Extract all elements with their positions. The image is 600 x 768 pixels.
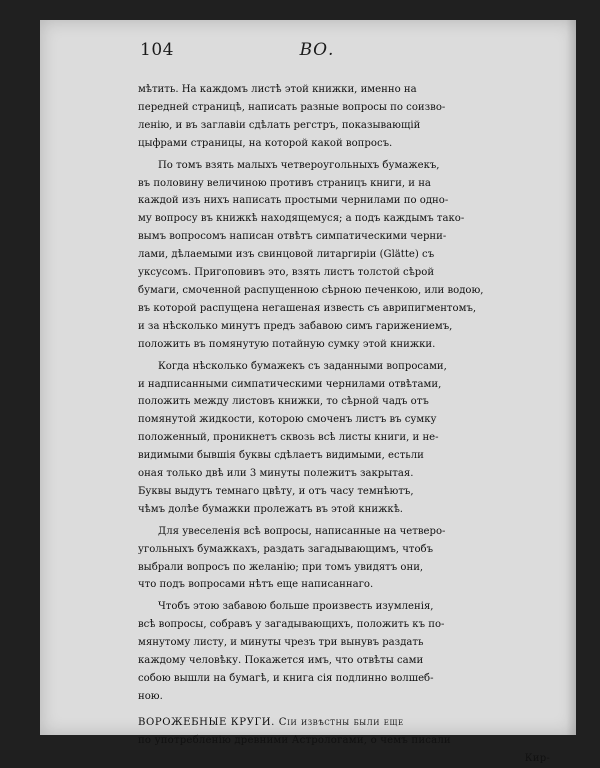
text-line: собою вышли на бумагѣ, и книга сія подлинно волшеб- [138, 673, 434, 684]
text-line: въ которой распущена негашеная известь съ аврипигментомъ, [138, 302, 477, 314]
text-line: и надписанными симпатическими чернилами отвѣтами, [138, 378, 442, 390]
paragraph-2 [138, 157, 550, 354]
text-line: Для увеселенія всѣ вопросы, написанные на четверо- [158, 525, 446, 537]
text-line: и за нѣсколько минутъ предъ забавою симъ гарижениемъ, [138, 320, 453, 332]
text-line: каждой изъ нихъ написать простыми чернилами по одно- [138, 195, 449, 207]
paragraph-6 [138, 714, 550, 768]
paragraph-gap [138, 706, 550, 714]
text-line: вымъ вопросомъ написан отвѣтъ симпатическими черни- [138, 231, 447, 243]
text-line: что подъ вопросами нѣтъ еще написаннаго. [138, 579, 374, 591]
text-line: оная только двѣ или 3 минуты полежитъ закрытая. [138, 468, 414, 480]
paragraph-1 [138, 81, 550, 153]
text-line: угольныхъ бумажкахъ, раздать загадывающимъ, чтобъ [138, 543, 434, 555]
running-head: ВО. [299, 40, 335, 60]
paragraph-3 [138, 358, 550, 519]
text-line: положить между листовъ книжки, то сѣрной чадъ отъ [138, 396, 429, 408]
text-line: положить въ помянутую потайную сумку этой книжки. [138, 338, 436, 350]
text-line: видимыми бывшія буквы сдѣлаетъ видимыми, естьли [138, 450, 424, 462]
text-line: Чтобъ этою забавою больше произвесть изумленія, [158, 601, 434, 613]
text-line: По томъ взять малыхъ четвероугольныхъ бумажекъ, [158, 159, 440, 171]
text-line: Когда нѣсколько бумажекъ съ заданными вопросами, [158, 360, 447, 372]
text-line: уксусомъ. Пригоповивъ это, взять листъ толстой сѣрой [138, 267, 435, 279]
text-line: ною. [138, 690, 163, 702]
text-line: цыфрами страницы, на которой какой вопросъ. [138, 137, 393, 149]
text-line: Буквы выдутъ темнаго цвѣту, и отъ часу темнѣютъ, [138, 485, 414, 497]
text-line: му вопросу въ книжкѣ находящемуся; а подъ каждымъ тако- [138, 213, 465, 225]
text-line: въ половину величиною противъ страницъ книги, и на [138, 177, 431, 189]
text-line: передней страницѣ, написать разные вопросы по соизво- [138, 101, 446, 113]
text-line: бумаги, смоченной распущенною сѣрною печенкою, или водою, [138, 284, 484, 296]
paragraph-5 [138, 598, 550, 705]
text-line: ленію, и въ заглавіи сдѣлать регстръ, показывающій [138, 119, 421, 131]
text-line: мѣтить. На каждомъ листѣ этой книжки, именно на [138, 84, 417, 95]
text-line: по употребленію древними Астрологами, о чемъ писали [138, 734, 451, 746]
text-line: каждому человѣку. Покажется имъ, что отвѣты сами [138, 655, 424, 667]
page-edge-shadow [566, 20, 576, 735]
paragraph-4 [138, 523, 550, 595]
section-heading-line: ВОРОЖЕБНЫЕ КРУГИ. Сіи извѣстны были еще [138, 716, 404, 728]
book-page [40, 20, 576, 764]
text-line: мянутому листу, и минуты чрезъ три вынувъ раздать [138, 637, 424, 649]
text-line: чѣмъ долѣе бумажки пролежатъ въ этой книжкѣ. [138, 503, 404, 515]
text-line: выбрали вопросъ по желанію; при томъ увидятъ они, [138, 561, 424, 573]
page-number: 104 [140, 40, 174, 60]
page-header [140, 40, 494, 68]
text-line: лами, дѣлаемыми изъ свинцовой литаргиріи (Glätte) съ [138, 249, 435, 261]
text-line: Кир- [524, 752, 550, 764]
text-line: всѣ вопросы, собравъ у загадывающихъ, положить къ по- [138, 619, 445, 631]
body-text [138, 81, 550, 768]
text-line: положенный, проникнетъ сквозь всѣ листы книги, и не- [138, 432, 439, 444]
text-line: помянутой жидкости, которою смоченъ листъ въ сумку [138, 414, 437, 426]
